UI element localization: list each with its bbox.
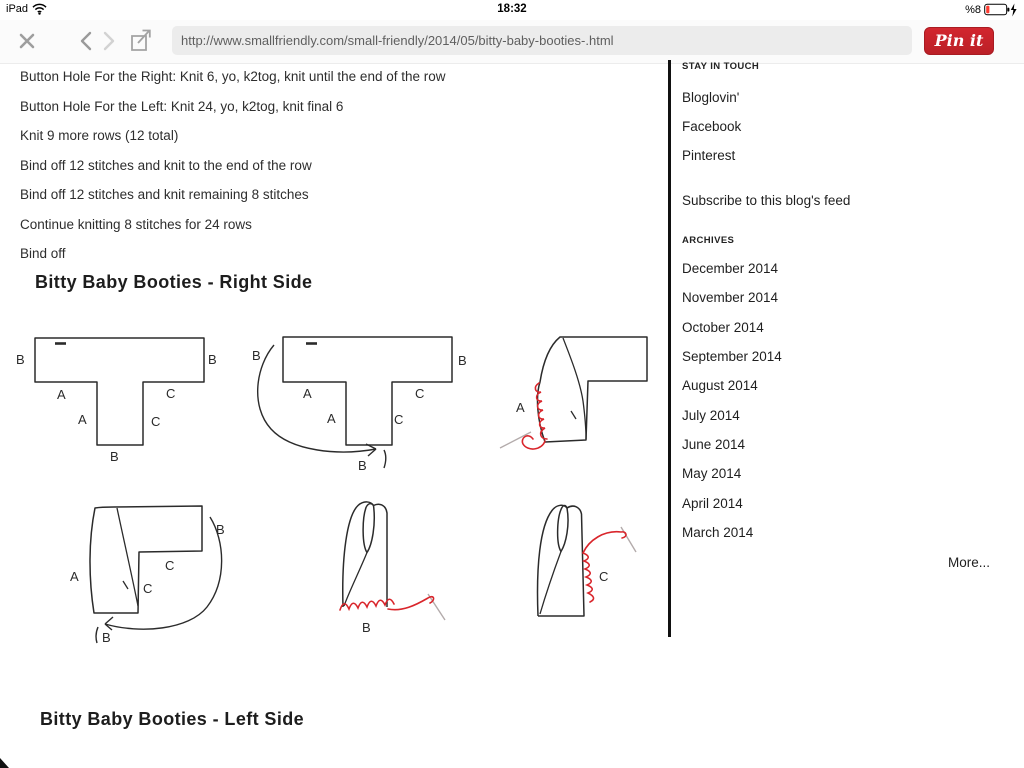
archive-month-link[interactable]: March 2014 bbox=[682, 525, 754, 540]
diagram-label: A bbox=[78, 412, 87, 427]
diagram-label: A bbox=[327, 411, 336, 426]
diagram-label: B bbox=[252, 348, 261, 363]
browser-toolbar bbox=[0, 20, 1024, 64]
diagram-label: B bbox=[458, 353, 467, 368]
archive-month-link[interactable]: May 2014 bbox=[682, 466, 742, 481]
diagram-label: B bbox=[208, 352, 217, 367]
archive-month-link[interactable]: July 2014 bbox=[682, 408, 740, 423]
diagram-label: A bbox=[57, 387, 66, 402]
forward-icon[interactable] bbox=[101, 31, 117, 51]
status-time: 18:32 bbox=[497, 3, 527, 15]
sidebar-link-bloglovin[interactable]: Bloglovin' bbox=[682, 90, 740, 105]
instruction-line: Button Hole For the Left: Knit 24, yo, k2tog, knit final 6 bbox=[20, 98, 344, 114]
diagram-label: B bbox=[110, 449, 119, 464]
status-bar bbox=[0, 0, 1024, 20]
diagram-label: C bbox=[599, 569, 609, 584]
diagram-label: C bbox=[394, 412, 404, 427]
diagram-label: B bbox=[362, 620, 371, 635]
device-label: iPad bbox=[6, 3, 29, 15]
archives-more-link[interactable]: More... bbox=[948, 555, 991, 570]
url-field[interactable]: http://www.smallfriendly.com/small-friendly/2014/05/bitty-baby-booties-.html bbox=[172, 26, 912, 55]
back-icon[interactable] bbox=[78, 31, 94, 51]
pin-it-button[interactable]: Pin it bbox=[924, 27, 994, 55]
diagram-label: B bbox=[358, 458, 367, 473]
instruction-line: Button Hole For the Right: Knit 6, yo, k2tog, knit until the end of the row bbox=[20, 69, 446, 84]
diagram-label: B bbox=[216, 522, 225, 537]
diagram-label: A bbox=[303, 386, 312, 401]
diagram-label: B bbox=[102, 630, 111, 645]
booties-assembly-diagram bbox=[0, 318, 668, 663]
partial-diagram-fragment bbox=[0, 755, 12, 768]
close-icon[interactable] bbox=[18, 32, 36, 50]
instruction-line: Bind off 12 stitches and knit to the end of the row bbox=[20, 157, 312, 173]
diagram-label: A bbox=[516, 400, 525, 415]
archive-month-link[interactable]: June 2014 bbox=[682, 437, 746, 452]
archive-month-link[interactable]: December 2014 bbox=[682, 261, 779, 276]
instruction-line: Bind off 12 stitches and knit remaining 8 stitches bbox=[20, 187, 309, 202]
diagram-label: C bbox=[166, 386, 176, 401]
archive-month-link[interactable]: November 2014 bbox=[682, 290, 779, 305]
left-side-heading: Bitty Baby Booties - Left Side bbox=[40, 709, 305, 729]
instruction-line: Bind off bbox=[20, 246, 66, 261]
stay-in-touch-heading: STAY IN TOUCH bbox=[682, 61, 760, 72]
diagram-label: C bbox=[151, 414, 161, 429]
sidebar-link-facebook[interactable]: Facebook bbox=[682, 119, 742, 134]
sidebar-divider bbox=[668, 60, 671, 637]
diagram-label: C bbox=[143, 581, 153, 596]
battery-percent: %8 bbox=[965, 4, 981, 16]
knitting-instructions bbox=[20, 68, 665, 275]
archives-heading: ARCHIVES bbox=[682, 235, 735, 246]
subscribe-feed-link[interactable]: Subscribe to this blog's feed bbox=[682, 193, 851, 208]
share-icon[interactable] bbox=[129, 28, 153, 54]
diagram-label: C bbox=[165, 558, 175, 573]
diagram-label: C bbox=[415, 386, 425, 401]
diagram-label: B bbox=[16, 352, 25, 367]
instruction-line: Knit 9 more rows (12 total) bbox=[20, 128, 179, 143]
battery-charging-icon bbox=[984, 3, 1020, 17]
right-side-heading: Bitty Baby Booties - Right Side bbox=[35, 272, 313, 292]
instruction-line: Continue knitting 8 stitches for 24 rows bbox=[20, 216, 252, 232]
diagram-label: A bbox=[70, 569, 79, 584]
archive-month-link[interactable]: September 2014 bbox=[682, 349, 782, 364]
archive-month-link[interactable]: April 2014 bbox=[682, 496, 743, 511]
archive-month-link[interactable]: October 2014 bbox=[682, 320, 764, 335]
archive-month-link[interactable]: August 2014 bbox=[682, 378, 758, 393]
sidebar-link-pinterest[interactable]: Pinterest bbox=[682, 148, 736, 163]
